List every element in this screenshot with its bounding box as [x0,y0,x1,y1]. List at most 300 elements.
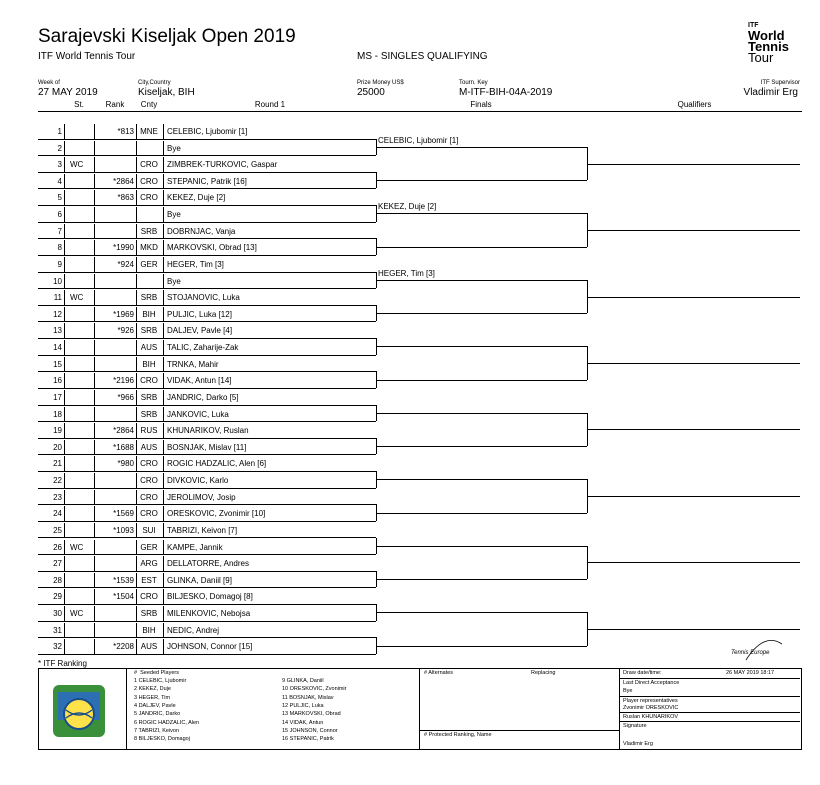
draw-row [38,288,376,305]
col-finals: Finals [470,100,492,109]
column-separator [64,141,65,156]
column-separator [163,606,164,621]
column-separator [136,623,137,638]
draw-row [38,355,376,372]
finals-line [376,579,587,580]
column-separator [94,540,95,555]
column-separator [136,290,137,305]
finals-line [376,479,587,480]
column-separator [163,540,164,555]
player-country [136,208,162,221]
column-separator [136,506,137,521]
player-rank [94,624,136,637]
column-separator [94,440,95,455]
column-separator [163,124,164,139]
player-name: Bye [167,210,181,220]
seeded-player: 16 STEPANIC, Patrik [282,736,334,743]
column-separator [136,390,137,405]
player-name: ORESKOVIC, Zvonimir [10] [167,509,266,519]
signature-value: Vladimir Erg [623,741,653,747]
column-separator [94,589,95,604]
column-separator [64,556,65,571]
column-separator [64,124,65,139]
draw-row [38,321,376,338]
entry-status [66,374,92,387]
seeded-player: 4 DALJEV, Pavle [134,702,176,709]
itf-ranking-note: * ITF Ranking [38,659,87,668]
column-separator [163,290,164,305]
draw-row [38,587,376,604]
player-name: DELLATORRE, Andres [167,559,249,569]
column-separator [94,473,95,488]
entry-status: WC [70,608,84,618]
player-name: JANKOVIC, Luka [167,409,229,419]
finals-line [376,646,587,647]
column-separator [64,456,65,471]
column-separator [94,307,95,322]
draw-position: 5 [57,193,62,203]
player-rank: *926 [117,326,134,336]
column-separator [64,240,65,255]
column-separator [64,523,65,538]
protected-rule [420,730,619,731]
player-name: NEDIC, Andrej [167,625,220,635]
column-separator [163,639,164,654]
column-separator [163,573,164,588]
col-st: St. [74,100,84,109]
column-separator [64,473,65,488]
column-separator [136,340,137,355]
player-rank [94,408,136,421]
column-separator [163,373,164,388]
finals-line [376,247,587,248]
column-separator [163,440,164,455]
column-separator [64,407,65,422]
column-separator [94,323,95,338]
player-name: DALJEV, Pavle [4] [167,326,233,336]
column-separator [163,390,164,405]
entry-status [66,125,92,138]
column-separator [64,440,65,455]
column-separator [163,623,164,638]
signature-label: Signature [623,723,647,729]
player-country: BIH [142,625,156,635]
player-country [136,275,162,288]
player-name: JOHNSON, Connor [15] [167,642,253,652]
column-separator [94,174,95,189]
entry-status [66,408,92,421]
draw-row [38,454,376,471]
draw-position: 18 [53,409,62,419]
entry-status [66,524,92,537]
col-qualifiers: Qualifiers [677,100,712,109]
tournament-logo-icon [52,684,106,738]
column-separator [94,506,95,521]
player-name: PULJIC, Luka [12] [167,309,232,319]
player-country: ARG [140,559,158,569]
column-separator [136,523,137,538]
player-country: BIH [142,359,156,369]
entry-status [66,324,92,337]
entry-status [66,441,92,454]
draw-position: 10 [53,276,62,286]
entry-status [66,640,92,653]
column-separator [136,323,137,338]
draw-row [38,438,376,455]
column-separator [94,157,95,172]
column-separator [64,540,65,555]
entry-status [66,424,92,437]
player-name: STOJANOVIC, Luka [167,293,240,303]
player-country: CRO [140,193,158,203]
replacing-label: Replacing [531,670,556,676]
column-separator [136,357,137,372]
draw-position: 3 [57,160,62,170]
column-separator [94,556,95,571]
draw-row [38,222,376,239]
draw-position: 32 [53,642,62,652]
column-separator [64,307,65,322]
qualifier-line [587,164,800,165]
player-rank: *1539 [113,575,134,585]
player-rank [94,142,136,155]
player-name: DIVKOVIC, Karlo [167,476,229,486]
draw-row [38,621,376,638]
column-separator [94,373,95,388]
player-rank: *813 [117,127,134,136]
finals-line [376,513,587,514]
player-country: CRO [140,592,158,602]
draw-position: 20 [53,442,62,452]
column-separator [136,124,137,139]
entry-status [66,557,92,570]
column-separator [163,556,164,571]
qualifier-line [587,230,800,231]
player-name: JANDRIC, Darko [5] [167,392,239,402]
player-name: STEPANIC, Patrik [16] [167,176,247,186]
entry-status [66,457,92,470]
draw-row [38,471,376,488]
qualifier-line [587,562,800,563]
player-name: BOSNJAK, Mislav [11] [167,442,247,452]
column-separator [136,190,137,205]
week-label: Week of [38,80,60,86]
draw-row [38,338,376,355]
qualifier-line [587,363,800,364]
player-rank: *2864 [113,176,134,186]
column-separator [136,639,137,654]
column-separator [64,174,65,189]
column-separator [94,257,95,272]
draw-position: 26 [53,542,62,552]
finals-player-name: HEGER, Tim [3] [378,268,435,278]
player-rank [94,358,136,371]
draw-row [38,155,376,172]
column-separator [94,573,95,588]
player-country: CRO [140,376,158,386]
player-name: GLINKA, Daniil [9] [167,575,232,585]
tourn-key-value: M-ITF-BIH-04A-2019 [459,87,553,98]
col-cnty: Cnty [140,100,158,109]
draw-position: 31 [53,625,62,635]
entry-status [66,208,92,221]
draw-position: 14 [53,343,62,353]
player-country: SRB [140,392,158,402]
column-separator [163,589,164,604]
draw-position: 30 [53,608,62,618]
draw-position: 25 [53,525,62,535]
column-separator [64,357,65,372]
draw-position: 4 [57,176,62,186]
draw-row [38,405,376,422]
player-rank: *2864 [113,426,134,436]
column-separator [163,323,164,338]
player-name: CELEBIC, Ljubomir [1] [167,127,248,136]
player-rank [94,158,136,171]
finals-line [376,612,587,613]
prize-label: Prize Money US$ [357,80,404,86]
column-separator [136,556,137,571]
finals-line [376,346,587,347]
draw-position: 7 [57,226,62,236]
column-separator [64,207,65,222]
supervisor-label: ITF Supervisor [760,80,800,86]
header-rule [38,111,802,112]
player-reps-label: Player representatives [623,698,678,704]
player-country: SRB [140,293,158,303]
column-separator [136,373,137,388]
player-rank: *980 [117,459,134,469]
last-da-value: Bye [623,688,633,694]
seeded-player: 10 ORESKOVIC, Zvonimir [282,686,347,693]
player-country: AUS [140,642,158,652]
draw-position: 11 [53,293,62,303]
column-separator [94,456,95,471]
player-country: SRB [140,608,158,618]
player-country: CRO [140,176,158,186]
draw-position: 1 [57,127,62,136]
draw-position: 13 [53,326,62,336]
column-separator [94,523,95,538]
draw-row [38,504,376,521]
draw-row [38,421,376,438]
draw-row [38,388,376,405]
draw-row [38,305,376,322]
player-rep-rule-1 [620,712,800,713]
player-country: RUS [140,426,158,436]
qualifier-line [587,429,800,430]
draw-row [38,604,376,621]
player-rank: *966 [117,392,134,402]
draw-position: 2 [57,143,62,153]
draw-position: 28 [53,575,62,585]
column-separator [64,506,65,521]
player-name: KEKEZ, Duje [2] [167,193,226,203]
draw-position: 23 [53,492,62,502]
player-country: CRO [140,476,158,486]
entry-status [66,341,92,354]
week-value: 27 MAY 2019 [38,87,98,98]
player-name: VIDAK, Antun [14] [167,376,232,386]
draw-row [38,272,376,289]
draw-row [38,122,376,139]
column-separator [94,340,95,355]
logo-line-3: Tour [748,50,774,65]
column-separator [64,573,65,588]
draw-row [38,521,376,538]
player-rank [94,491,136,504]
player-rep-1: Zvonimir ORESKOVIC [623,705,679,711]
entry-status [66,175,92,188]
draw-row [38,554,376,571]
player-name: MILENKOVIC, Nebojsa [167,608,251,618]
column-separator [163,224,164,239]
column-separator [163,274,164,289]
column-separator [94,124,95,139]
player-rank [94,341,136,354]
player-country: SRB [140,226,158,236]
player-country: AUS [140,442,158,452]
entry-status [66,308,92,321]
draw-position: 19 [53,426,62,436]
column-separator [163,207,164,222]
player-name: HEGER, Tim [3] [167,259,224,269]
draw-position: 6 [57,210,62,220]
player-country: AUS [140,343,158,353]
player-country: GER [140,259,158,269]
column-separator [94,407,95,422]
column-separator [136,307,137,322]
entry-status [66,391,92,404]
column-separator [64,589,65,604]
entry-status [66,142,92,155]
column-separator [136,240,137,255]
draw-position: 12 [53,309,62,319]
column-separator [64,224,65,239]
finals-line [376,213,587,214]
player-country: SRB [140,409,158,419]
column-separator [94,141,95,156]
player-name: Bye [167,276,181,286]
draw-position: 8 [57,243,62,253]
finals-line [376,546,587,547]
column-separator [163,240,164,255]
column-separator [163,174,164,189]
column-separator [163,456,164,471]
column-separator [94,623,95,638]
entry-status [66,358,92,371]
column-separator [94,207,95,222]
entry-status [66,275,92,288]
column-separator [136,157,137,172]
finals-line [376,313,587,314]
column-separator [64,606,65,621]
city-value: Kiseljak, BIH [138,87,195,98]
supervisor-value: Vladimir Erg [743,87,798,98]
seeded-player: 12 PULJIC, Luka [282,702,324,709]
column-separator [64,323,65,338]
city-label: City,Country [138,80,171,86]
player-rank: *1569 [113,509,134,519]
draw-position: 9 [57,259,62,269]
qualifier-line [587,297,800,298]
draw-date-value: 26 MAY 2019 18:17 [726,670,775,676]
player-rank [94,208,136,221]
entry-status [66,225,92,238]
draw-position: 29 [53,592,62,602]
draw-row [38,205,376,222]
column-separator [94,290,95,305]
seeded-player: 7 TABRIZI, Keivon [134,727,180,734]
column-separator [136,473,137,488]
player-name: KAMPE, Jannik [167,542,223,552]
player-rank: *1969 [113,309,134,319]
finals-line [376,380,587,381]
draw-row [38,371,376,388]
col-rank: Rank [105,100,125,109]
player-rep-rule-2 [620,721,800,722]
finals-line [376,280,587,281]
column-separator [163,357,164,372]
player-rank: *1990 [113,243,134,253]
column-separator [64,190,65,205]
player-rep-2: Ruslan KHUNARIKOV [623,714,679,720]
player-country: EST [141,575,157,585]
column-separator [94,390,95,405]
seeded-player: 1 CELEBIC, Ljubomir [134,678,187,684]
entry-status [66,491,92,504]
player-country: GER [140,542,158,552]
draw-position: 21 [53,459,62,469]
player-name: ROGIC HADZALIC, Alen [6] [167,459,267,469]
column-separator [163,523,164,538]
seeded-player: 15 JOHNSON, Connor [282,727,338,734]
player-name: KHUNARIKOV, Ruslan [167,426,249,436]
tour-name: ITF World Tennis Tour [38,51,136,62]
player-rank [94,541,136,554]
player-name: ZIMBREK-TURKOVIC, Gaspar [167,160,278,170]
player-country: BIH [142,309,156,319]
draw-position: 15 [53,359,62,369]
player-rank: *863 [117,193,134,203]
column-separator [136,423,137,438]
finals-line [376,147,587,148]
draw-position: 16 [53,376,62,386]
draw-row [38,188,376,205]
column-separator [163,141,164,156]
entry-status: WC [70,293,84,303]
player-rank: *924 [117,259,134,269]
column-separator [64,257,65,272]
column-separator [64,423,65,438]
col-round1: Round 1 [254,100,286,109]
column-separator [163,506,164,521]
finals-line [376,413,587,414]
seeded-player: 6 ROGIC HADZALIC, Alen [134,719,200,726]
player-country: CRO [140,160,158,170]
column-separator [163,340,164,355]
finals-player-name: KEKEZ, Duje [2] [378,202,437,212]
entry-status [66,507,92,520]
seeded-player: 3 HEGER, Tim [134,694,171,701]
entry-status: WC [70,160,84,170]
column-separator [64,157,65,172]
column-separator [163,157,164,172]
player-rank [94,557,136,570]
player-country: CRO [140,509,158,519]
column-separator [64,373,65,388]
column-separator [136,456,137,471]
